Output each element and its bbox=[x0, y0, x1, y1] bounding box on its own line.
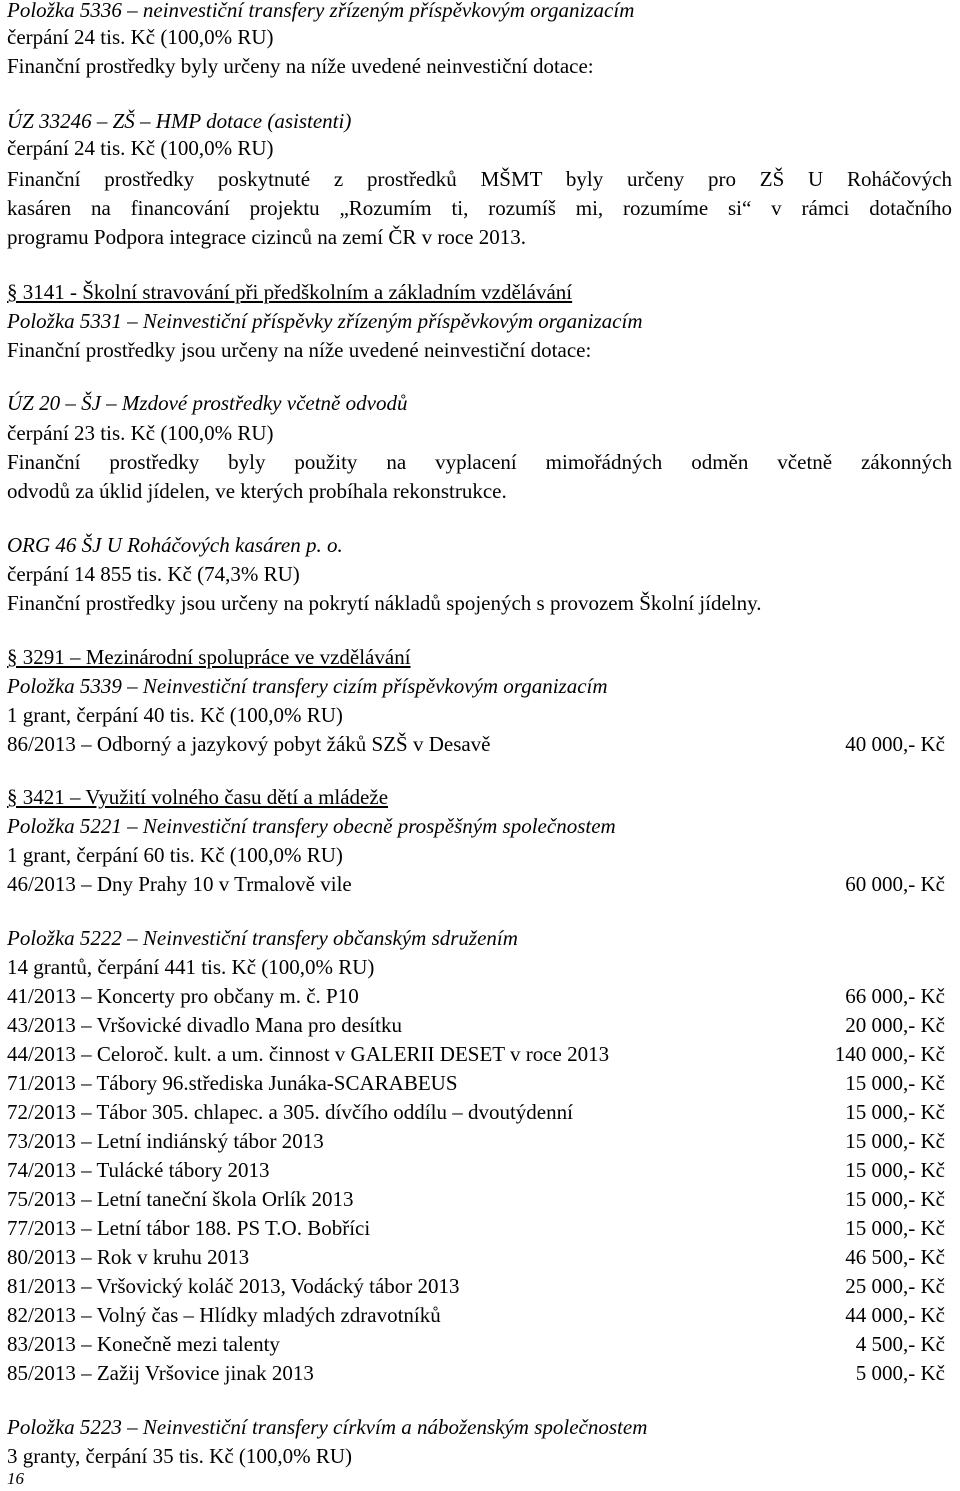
grant-amount: 15 000,- Kč bbox=[845, 1129, 945, 1153]
item-5339-heading: Položka 5339 – Neinvestiční transfery cizím příspěvkovým organizacím bbox=[7, 674, 608, 698]
grant-amount: 15 000,- Kč bbox=[845, 1100, 945, 1124]
grant-row bbox=[7, 1215, 945, 1241]
drawdown-line: 1 grant, čerpání 40 tis. Kč (100,0% RU) bbox=[7, 703, 343, 727]
drawdown-line: čerpání 24 tis. Kč (100,0% RU) bbox=[7, 136, 274, 160]
grant-row bbox=[7, 1273, 945, 1299]
grant-description: 43/2013 – Vršovické divadlo Mana pro desítku bbox=[7, 1013, 402, 1037]
grant-row bbox=[7, 1360, 945, 1386]
grant-description: 86/2013 – Odborný a jazykový pobyt žáků SZŠ v Desavě bbox=[7, 732, 491, 756]
grant-row bbox=[7, 1128, 945, 1154]
drawdown-line: 1 grant, čerpání 60 tis. Kč (100,0% RU) bbox=[7, 843, 343, 867]
grant-row bbox=[7, 1331, 945, 1357]
grant-description: 41/2013 – Koncerty pro občany m. č. P10 bbox=[7, 984, 359, 1008]
grant-description: 81/2013 – Vršovický koláč 2013, Vodácký tábor 2013 bbox=[7, 1274, 460, 1298]
paragraph-line: odvodů za úklid jídelen, ve kterých probíhala rekonstrukce. bbox=[7, 479, 507, 503]
uz-20-heading: ÚZ 20 – ŠJ – Mzdové prostředky včetně odvodů bbox=[7, 391, 408, 415]
grant-amount: 25 000,- Kč bbox=[845, 1274, 945, 1298]
grant-description: 75/2013 – Letní taneční škola Orlík 2013 bbox=[7, 1187, 354, 1211]
drawdown-line: čerpání 23 tis. Kč (100,0% RU) bbox=[7, 421, 274, 445]
grant-row bbox=[7, 983, 945, 1009]
section-3141-heading: § 3141 - Školní stravování při předškolním a základním vzdělávání bbox=[7, 280, 573, 304]
paragraph-line: Finanční prostředky byly použity na vyplacení mimořádných odměn včetně zákonných bbox=[7, 450, 952, 474]
grant-amount: 60 000,- Kč bbox=[845, 872, 945, 896]
section-3421-heading: § 3421 – Využití volného času dětí a mládeže bbox=[7, 785, 389, 809]
drawdown-line: 3 granty, čerpání 35 tis. Kč (100,0% RU) bbox=[7, 1444, 353, 1468]
grant-row bbox=[7, 731, 945, 757]
paragraph-line: Finanční prostředky jsou určeny na pokrytí nákladů spojených s provozem Školní jídelny. bbox=[7, 591, 762, 615]
grant-amount: 46 500,- Kč bbox=[845, 1245, 945, 1269]
grant-description: 77/2013 – Letní tábor 188. PS T.O. Bobříci bbox=[7, 1216, 371, 1240]
grant-row bbox=[7, 871, 945, 897]
grant-row bbox=[7, 1157, 945, 1183]
grant-amount: 44 000,- Kč bbox=[845, 1303, 945, 1327]
paragraph-line: programu Podpora integrace cizinců na zemí ČR v roce 2013. bbox=[7, 225, 526, 249]
grant-amount: 4 500,- Kč bbox=[855, 1332, 945, 1356]
grant-description: 71/2013 – Tábory 96.střediska Junáka-SCARABEUS bbox=[7, 1071, 458, 1095]
grant-amount: 15 000,- Kč bbox=[845, 1158, 945, 1182]
drawdown-line: čerpání 24 tis. Kč (100,0% RU) bbox=[7, 25, 274, 49]
item-5331-heading: Položka 5331 – Neinvestiční příspěvky zřízeným příspěvkovým organizacím bbox=[7, 309, 643, 333]
paragraph-line: Finanční prostředky jsou určeny na níže uvedené neinvestiční dotace: bbox=[7, 338, 592, 362]
grant-description: 85/2013 – Zažij Vršovice jinak 2013 bbox=[7, 1361, 314, 1385]
grant-row bbox=[7, 1099, 945, 1125]
paragraph-line: Finanční prostředky byly určeny na níže uvedené neinvestiční dotace: bbox=[7, 54, 594, 78]
uz-33246-heading: ÚZ 33246 – ZŠ – HMP dotace (asistenti) bbox=[7, 109, 352, 133]
grant-row bbox=[7, 1244, 945, 1270]
grant-amount: 20 000,- Kč bbox=[845, 1013, 945, 1037]
drawdown-line: 14 grantů, čerpání 441 tis. Kč (100,0% RU) bbox=[7, 955, 375, 979]
paragraph-line: kasáren na financování projektu „Rozumím ti, rozumíš mi, rozumíme si“ v rámci dotačního bbox=[7, 196, 952, 220]
grant-row bbox=[7, 1012, 945, 1038]
grant-amount: 15 000,- Kč bbox=[845, 1071, 945, 1095]
grant-description: 74/2013 – Tulácké tábory 2013 bbox=[7, 1158, 270, 1182]
page-number: 16 bbox=[7, 1469, 24, 1488]
grant-description: 80/2013 – Rok v kruhu 2013 bbox=[7, 1245, 250, 1269]
grant-amount: 140 000,- Kč bbox=[834, 1042, 945, 1066]
grant-row bbox=[7, 1070, 945, 1096]
grant-amount: 66 000,- Kč bbox=[845, 984, 945, 1008]
grant-description: 73/2013 – Letní indiánský tábor 2013 bbox=[7, 1129, 324, 1153]
grant-amount: 40 000,- Kč bbox=[845, 732, 945, 756]
org-46-heading: ORG 46 ŠJ U Roháčových kasáren p. o. bbox=[7, 533, 343, 557]
grant-description: 72/2013 – Tábor 305. chlapec. a 305. dívčího oddílu – dvoutýdenní bbox=[7, 1100, 573, 1124]
grant-description: 82/2013 – Volný čas – Hlídky mladých zdravotníků bbox=[7, 1303, 441, 1327]
grant-description: 83/2013 – Konečně mezi talenty bbox=[7, 1332, 280, 1356]
paragraph-line: Finanční prostředky poskytnuté z prostředků MŠMT byly určeny pro ZŠ U Roháčových bbox=[7, 167, 952, 191]
grant-description: 46/2013 – Dny Prahy 10 v Trmalově vile bbox=[7, 872, 352, 896]
grant-amount: 15 000,- Kč bbox=[845, 1216, 945, 1240]
drawdown-line: čerpání 14 855 tis. Kč (74,3% RU) bbox=[7, 562, 300, 586]
grant-amount: 5 000,- Kč bbox=[855, 1361, 945, 1385]
item-5221-heading: Položka 5221 – Neinvestiční transfery obecně prospěšným společnostem bbox=[7, 814, 616, 838]
item-5222-heading: Položka 5222 – Neinvestiční transfery občanským sdružením bbox=[7, 926, 518, 950]
grant-row bbox=[7, 1186, 945, 1212]
item-5223-heading: Položka 5223 – Neinvestiční transfery církvím a náboženským společnostem bbox=[7, 1415, 648, 1439]
section-3291-heading: § 3291 – Mezinárodní spolupráce ve vzdělávání bbox=[7, 645, 411, 669]
grant-description: 44/2013 – Celoroč. kult. a um. činnost v GALERII DESET v roce 2013 bbox=[7, 1042, 610, 1066]
grant-row bbox=[7, 1302, 945, 1328]
grant-row bbox=[7, 1041, 945, 1067]
grant-amount: 15 000,- Kč bbox=[845, 1187, 945, 1211]
item-5336-heading: Položka 5336 – neinvestiční transfery zřízeným příspěvkovým organizacím bbox=[7, 0, 635, 22]
